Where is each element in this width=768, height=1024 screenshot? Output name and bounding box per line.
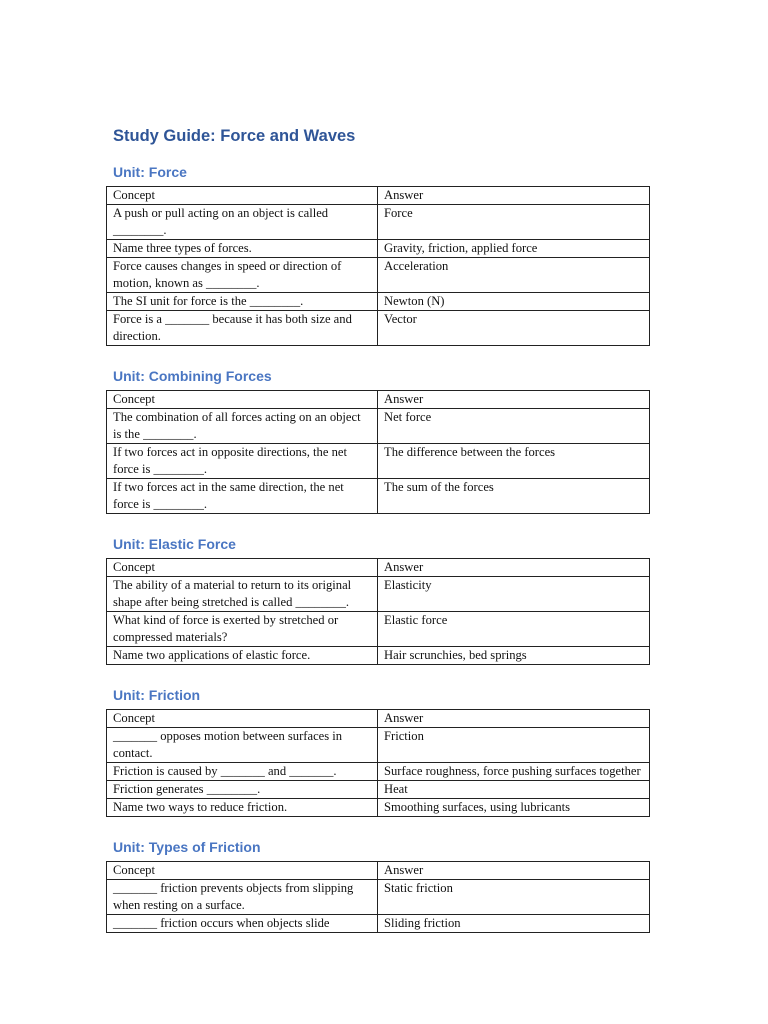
table-header-row [107, 391, 650, 409]
page-title: Study Guide: Force and Waves [113, 127, 356, 145]
table-row [107, 781, 650, 799]
answer-cell: Hair scrunchies, bed springs [378, 647, 650, 665]
table-row [107, 293, 650, 311]
concept-cell: Name three types of forces. [107, 240, 378, 258]
answer-cell: Smoothing surfaces, using lubricants [378, 799, 650, 817]
answer-cell: Net force [378, 409, 650, 444]
concept-cell: Friction is caused by _______ and _______. [107, 763, 378, 781]
concept-cell: _______ friction occurs when objects slide [107, 915, 378, 933]
answer-header: Answer [378, 862, 650, 880]
concept-answer-table [106, 558, 650, 665]
concept-cell: If two forces act in the same direction, the net force is ________. [107, 479, 378, 514]
answer-cell: Elasticity [378, 577, 650, 612]
table-row [107, 258, 650, 293]
answer-cell: The difference between the forces [378, 444, 650, 479]
answer-cell: Gravity, friction, applied force [378, 240, 650, 258]
concept-cell: Force causes changes in speed or direction of motion, known as ________. [107, 258, 378, 293]
table-row [107, 479, 650, 514]
concept-cell: Name two applications of elastic force. [107, 647, 378, 665]
unit-heading: Unit: Types of Friction [113, 839, 261, 855]
table-header-row [107, 187, 650, 205]
concept-cell: The combination of all forces acting on an object is the ________. [107, 409, 378, 444]
section-spacer [106, 514, 649, 534]
concept-header: Concept [107, 559, 378, 577]
concept-answer-table [106, 709, 650, 817]
sections-container [106, 162, 649, 933]
unit-heading: Unit: Force [113, 164, 187, 180]
table-row [107, 409, 650, 444]
answer-cell: Heat [378, 781, 650, 799]
table-row [107, 915, 650, 933]
table-header-row [107, 862, 650, 880]
table-row [107, 240, 650, 258]
concept-header: Concept [107, 187, 378, 205]
table-row [107, 311, 650, 346]
answer-header: Answer [378, 559, 650, 577]
concept-header: Concept [107, 391, 378, 409]
concept-header: Concept [107, 862, 378, 880]
unit-heading: Unit: Combining Forces [113, 368, 272, 384]
concept-cell: The SI unit for force is the ________. [107, 293, 378, 311]
answer-cell: Acceleration [378, 258, 650, 293]
table-header-row [107, 559, 650, 577]
table-row [107, 763, 650, 781]
concept-cell: _______ friction prevents objects from slipping when resting on a surface. [107, 880, 378, 915]
concept-header: Concept [107, 710, 378, 728]
answer-cell: Static friction [378, 880, 650, 915]
concept-cell: What kind of force is exerted by stretched or compressed materials? [107, 612, 378, 647]
concept-cell: A push or pull acting on an object is called ________. [107, 205, 378, 240]
answer-cell: Sliding friction [378, 915, 650, 933]
answer-cell: Newton (N) [378, 293, 650, 311]
answer-cell: Vector [378, 311, 650, 346]
concept-cell: Force is a _______ because it has both size and direction. [107, 311, 378, 346]
document-page [106, 124, 649, 933]
table-row [107, 880, 650, 915]
answer-cell: Force [378, 205, 650, 240]
answer-cell: Elastic force [378, 612, 650, 647]
unit-heading: Unit: Elastic Force [113, 536, 236, 552]
concept-cell: Friction generates ________. [107, 781, 378, 799]
table-row [107, 728, 650, 763]
concept-cell: The ability of a material to return to its original shape after being stretched is called ________. [107, 577, 378, 612]
section-spacer [106, 346, 649, 366]
section-spacer [106, 817, 649, 837]
table-row [107, 577, 650, 612]
answer-cell: Surface roughness, force pushing surfaces together [378, 763, 650, 781]
unit-heading: Unit: Friction [113, 687, 201, 703]
concept-cell: Name two ways to reduce friction. [107, 799, 378, 817]
concept-cell: If two forces act in opposite directions, the net force is ________. [107, 444, 378, 479]
table-row [107, 647, 650, 665]
concept-answer-table [106, 186, 650, 346]
answer-cell: Friction [378, 728, 650, 763]
table-row [107, 444, 650, 479]
section-spacer [106, 665, 649, 685]
answer-header: Answer [378, 710, 650, 728]
table-row [107, 612, 650, 647]
table-row [107, 799, 650, 817]
table-header-row [107, 710, 650, 728]
answer-header: Answer [378, 187, 650, 205]
table-row [107, 205, 650, 240]
concept-answer-table [106, 861, 650, 933]
answer-header: Answer [378, 391, 650, 409]
answer-cell: The sum of the forces [378, 479, 650, 514]
concept-cell: _______ opposes motion between surfaces in contact. [107, 728, 378, 763]
concept-answer-table [106, 390, 650, 514]
